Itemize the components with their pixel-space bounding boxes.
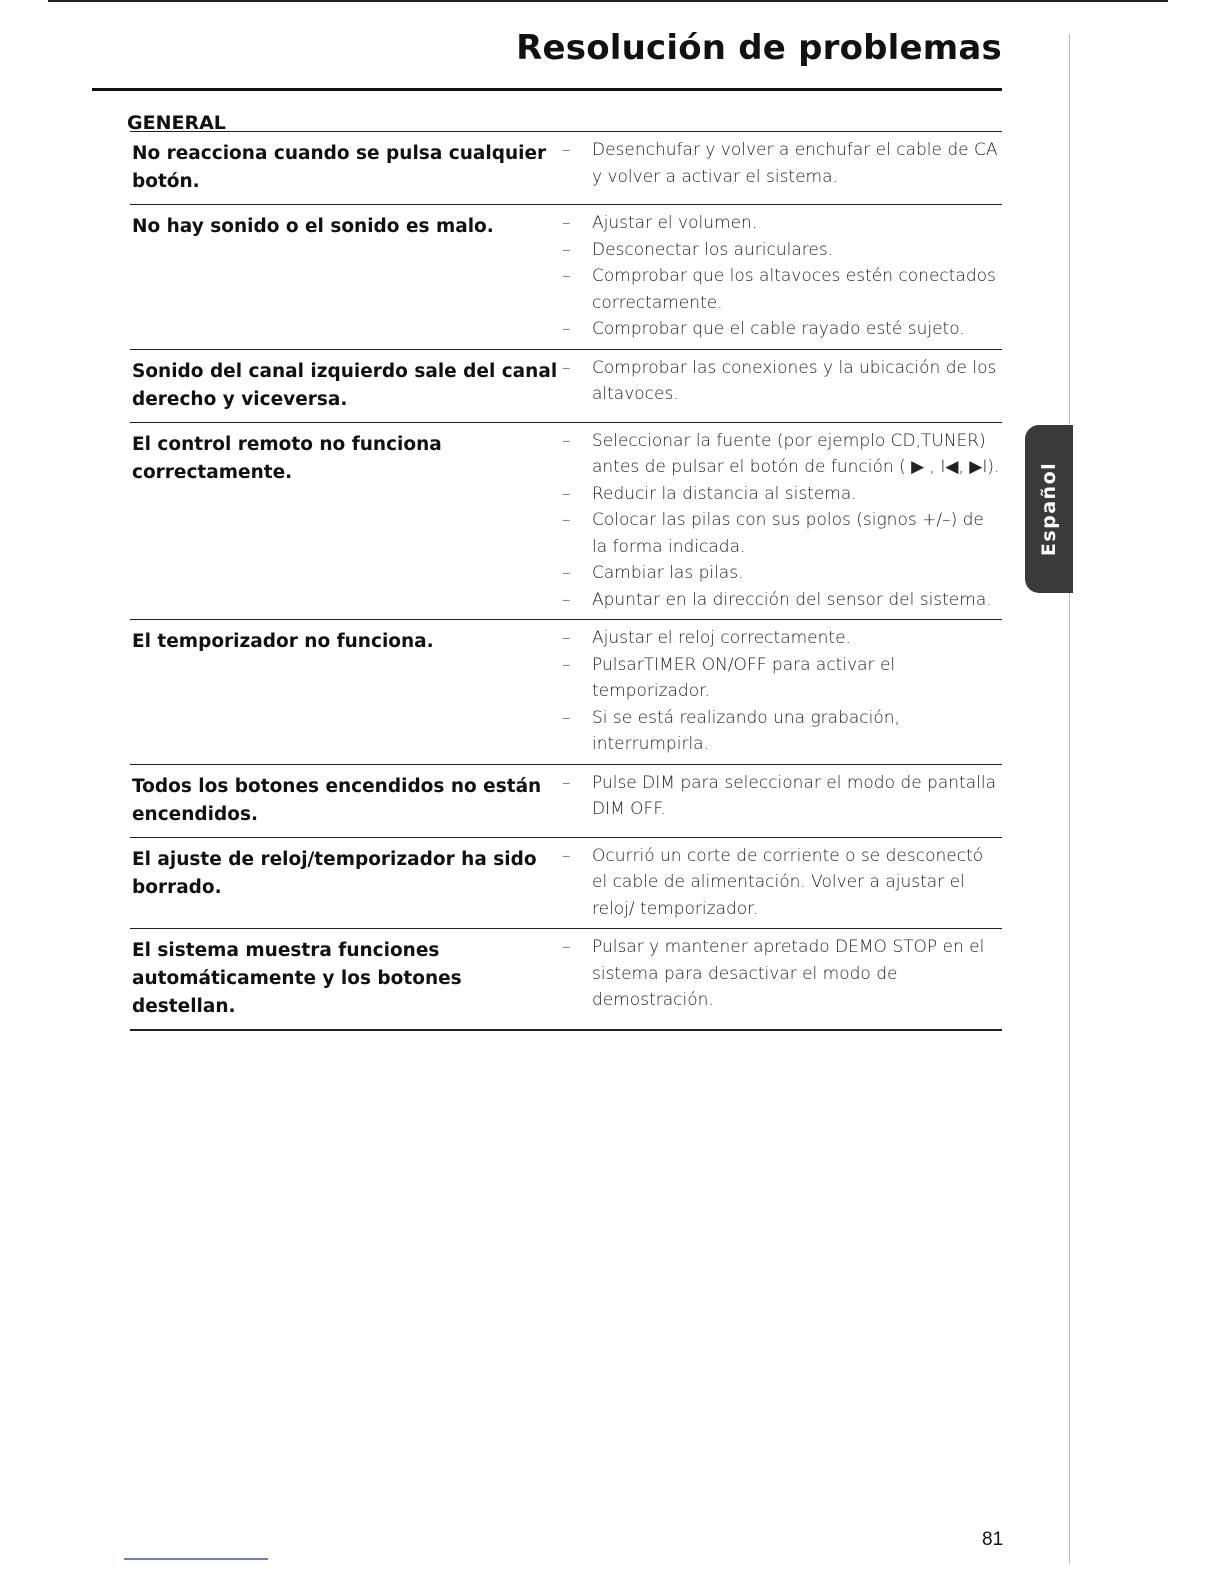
solution-item [562,316,1002,343]
solution-item [562,587,1002,614]
solution-text: Comprobar que el cable rayado esté sujeto. [592,319,965,339]
table-row [130,422,1002,620]
solution-text: PulsarTIMER ON/OFF para activar el temporizador. [592,654,896,701]
solution-text: Comprobar las conexiones y la ubicación de los altavoces. [592,357,997,404]
page-number: 81 [982,1529,1004,1550]
solution-text: Reducir la distancia al sistema. [592,483,857,504]
table-row [130,764,1002,837]
solution-list [562,929,1002,1029]
dash-bullet: – [562,707,571,728]
dash-bullet: – [562,589,571,610]
dash-bullet: – [562,140,571,160]
dash-bullet: – [562,772,571,793]
solution-text: Si se está realizando una grabación, interrumpirla. [592,707,900,754]
solution-list [562,423,1002,620]
dash-bullet: – [562,845,571,866]
solution-list [562,350,1002,422]
dash-bullet: – [562,483,571,504]
solution-text: Desconectar los auriculares. [592,239,834,260]
dash-bullet: – [562,357,571,378]
dash-bullet: – [562,213,571,233]
dash-bullet: – [562,563,571,583]
solution-item [562,843,1002,923]
solution-text: Seleccionar la fuente (por ejemplo CD,TUNER) antes de pulsar el botón de función ( ▶ , I◀, ▶I). [592,430,1000,477]
table-row [130,131,1002,204]
solution-item [562,934,1002,1014]
section-heading: GENERAL [127,112,226,134]
solution-item [562,705,1002,758]
table-row [130,837,1002,929]
solution-item [562,237,1002,264]
top-rule [48,0,1168,2]
solution-item [562,625,1002,652]
solution-item [562,210,1002,237]
dash-bullet: – [562,266,571,286]
solution-item [562,560,1002,587]
solution-text: Ajustar el reloj correctamente. [592,628,851,648]
problem-text: No hay sonido o el sonido es malo. [132,216,494,237]
table-row [130,349,1002,422]
solution-item [562,770,1002,823]
problem-text: El control remoto no funciona correctamente. [132,433,442,483]
table-row [130,204,1002,349]
solution-list [562,132,1002,204]
dash-bullet: – [562,239,571,260]
solution-item [562,428,1002,481]
problem-text: El temporizador no funciona. [132,631,434,652]
table-row [130,619,1002,764]
page-title: Resolución de problemas [516,28,1002,68]
bottom-link-line [124,1558,268,1560]
solution-list [562,205,1002,349]
solution-item [562,507,1002,560]
title-rule [92,88,1002,91]
solution-item [562,355,1002,408]
solution-list [562,620,1002,764]
solution-item [562,137,1002,190]
problem-text: Sonido del canal izquierdo sale del canal derecho y viceversa. [132,360,558,410]
solution-text: Pulsar y mantener apretado DEMO STOP en el sistema para desactivar el modo de demostración. [592,937,985,1010]
problem-text: El ajuste de reloj/temporizador ha sido borrado. [132,848,537,898]
language-tab-label: Español [1038,461,1060,557]
table-row [130,928,1002,1031]
dash-bullet: – [562,430,571,451]
dash-bullet: – [562,937,571,957]
solution-item [562,481,1002,508]
dash-bullet: – [562,654,571,675]
margin-line [1069,34,1070,1564]
problem-text: No reacciona cuando se pulsa cualquier botón. [132,143,547,192]
language-tab [1025,425,1073,593]
solution-text: Desenchufar y volver a enchufar el cable de CA y volver a activar el sistema. [592,140,998,187]
solution-text: Apuntar en la dirección del sensor del sistema. [592,589,992,610]
dash-bullet: – [562,510,571,530]
problem-text: El sistema muestra funciones automáticamente y los botones destellan. [132,940,462,1017]
solution-text: Ajustar el volumen. [592,213,758,233]
problem-text: Todos los botones encendidos no están encendidos. [132,775,542,825]
solution-list [562,838,1002,929]
solution-text: Ocurrió un corte de corriente o se desconectó el cable de alimentación. Volver a ajustar el reloj/ temporizador. [592,845,984,919]
solution-text: Pulse DIM para seleccionar el modo de pantalla DIM OFF. [592,772,996,819]
solution-list [562,765,1002,837]
solution-text: Comprobar que los altavoces estén conectados correctamente. [592,266,996,313]
troubleshooting-table [130,131,1002,1031]
solution-text: Colocar las pilas con sus polos (signos +/–) de la forma indicada. [592,510,984,557]
dash-bullet: – [562,319,571,339]
solution-item [562,652,1002,705]
solution-item [562,263,1002,316]
solution-text: Cambiar las pilas. [592,563,744,583]
dash-bullet: – [562,628,571,648]
